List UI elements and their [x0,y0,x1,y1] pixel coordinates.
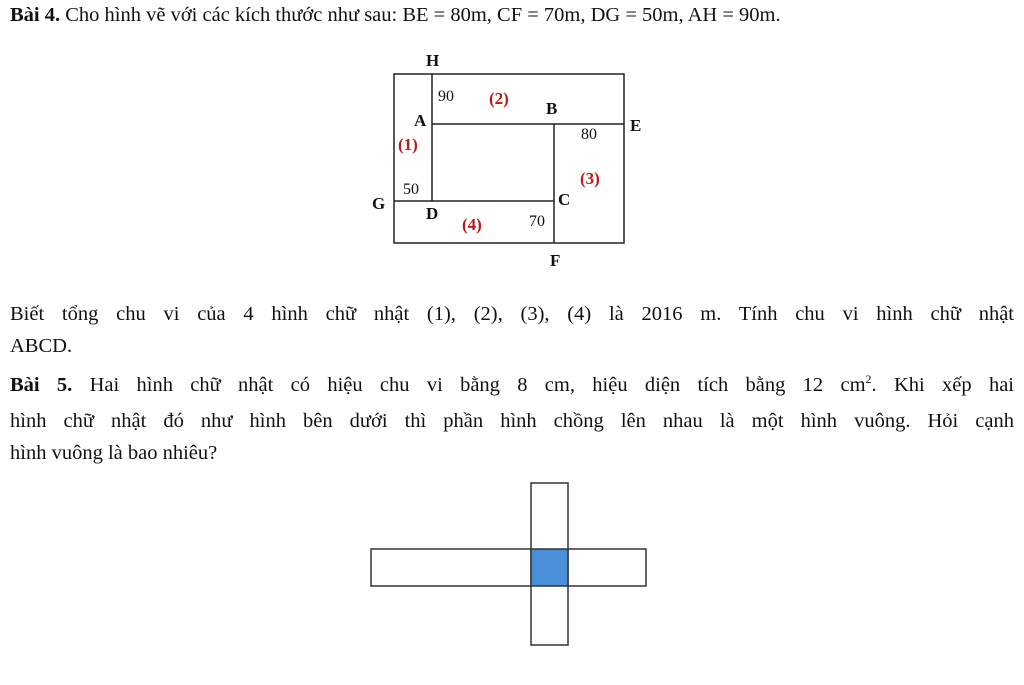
problem5-line2: hình chữ nhật đó như hình bên dưới thì phần hình chồng lên nhau là một hình vuông. Hỏi cạnh [10,410,1014,432]
problem5-superscript: 2 [865,372,872,386]
problem5-text1: Hai hình chữ nhật có hiệu chu vi bằng 8 cm, hiệu diện tích bằng 12 cm [72,373,866,396]
problem5-label: Bài 5. [10,373,73,396]
region-4: (4) [462,215,482,234]
problem4-text: Cho hình vẽ với các kích thước như sau: BE = 80m, CF = 70m, DG = 50m, AH = 90m. [60,4,781,26]
length-BE: 80 [581,126,597,143]
region-1: (1) [398,135,418,154]
length-CF: 70 [529,213,545,230]
point-E: E [630,116,642,135]
problem4-label: Bài 4. [10,4,61,26]
problem5-line1 [10,366,1014,398]
length-AH: 90 [438,88,454,105]
point-F: F [550,251,561,270]
point-B: B [546,99,558,118]
horizontal-rectangle [371,549,646,586]
problem4-question-line1: Biết tổng chu vi của 4 hình chữ nhật (1), (2), (3), (4) là 2016 m. Tính chu vi hình chữ nhật [10,303,1014,325]
region-2: (2) [489,89,509,108]
problem5-figure [371,483,646,645]
length-DG: 50 [403,181,419,198]
point-D: D [426,204,439,223]
problem5-line3: hình vuông là bao nhiêu? [10,442,218,464]
problem5-text1-end: . Khi xếp hai [871,373,1014,396]
point-C: C [558,190,571,209]
point-G: G [372,194,386,213]
region-3: (3) [580,169,600,188]
overlap-square [531,549,568,586]
point-A: A [414,111,427,130]
problem4-question-line2: ABCD. [10,335,73,357]
point-H: H [426,51,440,70]
